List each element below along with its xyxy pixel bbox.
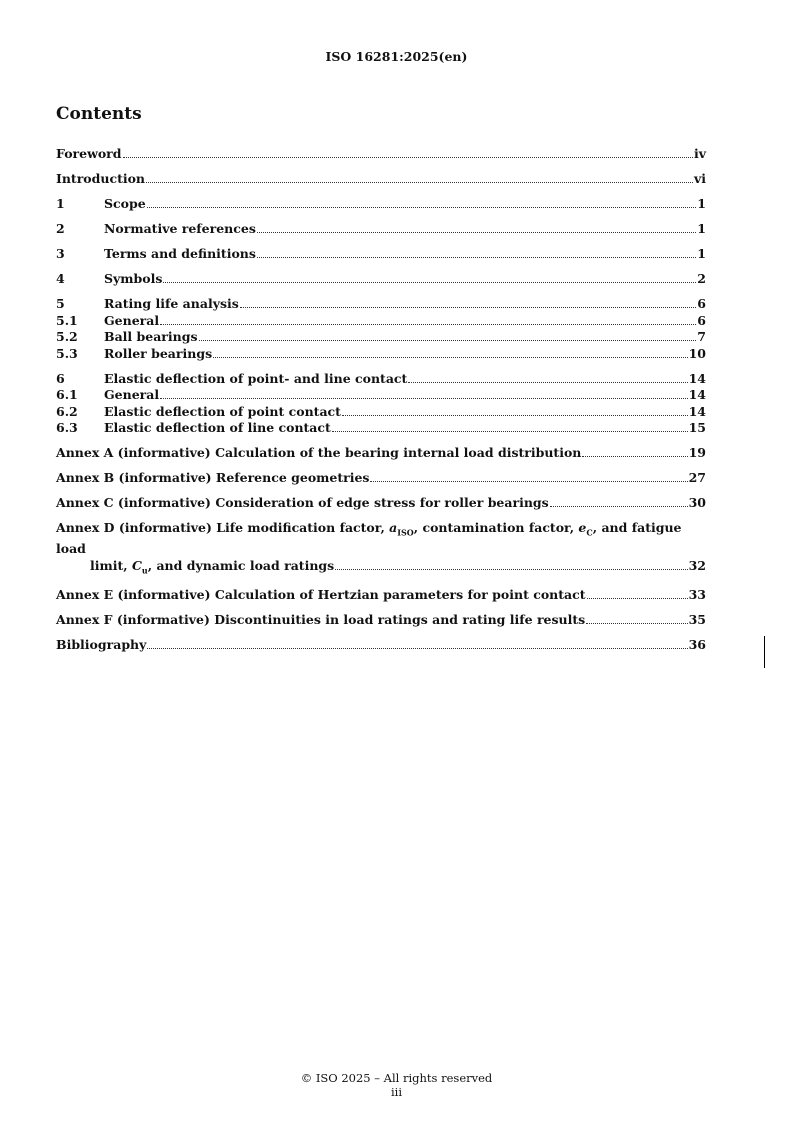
toc-entry-title: Foreword (56, 146, 122, 161)
symbol-e-subscript: C (586, 527, 593, 538)
toc-entry-6-1-general[interactable] (56, 387, 706, 404)
toc-entry-title: Symbols (104, 271, 163, 286)
toc-entry-title: Annex E (informative) Calculation of Hertzian parameters for point contact (56, 587, 586, 602)
toc-entry-page: vi (693, 171, 706, 186)
toc-entry-title: Bibliography (56, 637, 147, 652)
toc-entry-page: 6 (697, 312, 706, 328)
toc-entry-title: Ball bearings (104, 329, 198, 344)
toc-entry-title: Annex A (informative) Calculation of the bearing internal load distribution (56, 445, 582, 460)
dot-leader (332, 431, 688, 432)
annex-d-line-2-text (90, 558, 334, 579)
dot-leader (582, 456, 687, 457)
toc-entry-page: 1 (697, 246, 706, 261)
toc-entry-title: Introduction (56, 171, 146, 186)
toc-entry-foreword[interactable] (56, 146, 706, 163)
annex-d-line-1 (56, 520, 706, 558)
toc-entry-page: 19 (688, 445, 706, 460)
dot-leader (408, 382, 687, 383)
dot-leader (160, 398, 687, 399)
dot-leader (587, 598, 688, 599)
dot-leader (146, 182, 693, 183)
symbol-c-subscript: u (141, 565, 148, 575)
dot-leader (147, 648, 687, 649)
toc-entry-number: 5 (56, 296, 65, 311)
toc-entry-annex-b[interactable] (56, 470, 706, 487)
toc-entry-page: 32 (688, 557, 706, 573)
toc-entry-bibliography[interactable] (56, 637, 706, 654)
toc-entry-title: Roller bearings (104, 345, 213, 361)
dot-leader (342, 415, 688, 416)
toc-entry-page: 7 (697, 329, 706, 344)
toc-entry-scope[interactable] (56, 196, 706, 213)
annex-d-line2-prefix: limit, (90, 557, 132, 573)
toc-entry-number: 5.1 (56, 312, 78, 328)
toc-entry-normative-references[interactable] (56, 221, 706, 238)
toc-entry-number: 1 (56, 196, 65, 211)
toc-entry-title: Elastic deflection of point- and line contact (104, 370, 408, 386)
toc-entry-page: 27 (688, 470, 706, 485)
toc-entry-page: 10 (688, 345, 706, 361)
annex-d-mid2: , and fatigue load (56, 520, 682, 556)
dot-leader (213, 357, 687, 358)
toc-entry-rating-life-analysis[interactable] (56, 296, 706, 313)
toc-entry-annex-a[interactable] (56, 445, 706, 462)
toc-entry-terms-definitions[interactable] (56, 246, 706, 263)
toc-entry-page: 6 (697, 296, 706, 311)
toc-entry-number: 6 (56, 370, 65, 386)
annex-d-mid1: , contamination factor, (413, 520, 579, 535)
toc-entry-title: Annex C (informative) Consideration of edge stress for roller bearings (56, 495, 549, 510)
toc-entry-point-contact[interactable] (56, 404, 706, 421)
page-number: iii (390, 1085, 403, 1099)
toc-entry-title: Rating life analysis (104, 296, 239, 311)
toc-entry-title: Annex B (informative) Reference geometries (56, 470, 370, 485)
dot-leader (257, 232, 696, 233)
dot-leader (147, 207, 697, 208)
toc-entry-roller-bearings[interactable] (56, 346, 706, 363)
toc-entry-number: 5.2 (56, 329, 78, 344)
toc-entry-number: 6.3 (56, 420, 78, 435)
toc-entry-title: Elastic deflection of point contact (104, 403, 341, 419)
dot-leader (257, 257, 696, 258)
dot-leader (123, 157, 693, 158)
toc-entry-page: 14 (688, 387, 706, 402)
symbol-e: e (578, 520, 587, 535)
toc-entry-page: 33 (688, 587, 706, 602)
contents-title: Contents (56, 104, 142, 124)
page-footer (0, 1071, 793, 1099)
document-header: ISO 16281:2025(en) (325, 49, 468, 64)
toc-entry-title: Terms and definitions (104, 246, 256, 261)
toc-entry-annex-d[interactable] (56, 520, 706, 579)
toc-entry-page: 2 (697, 271, 706, 286)
dot-leader (163, 282, 696, 283)
toc-entry-annex-e[interactable] (56, 587, 706, 604)
toc-entry-number: 5.3 (56, 345, 78, 361)
toc-entry-5-1-general[interactable] (56, 313, 706, 330)
toc-entry-number: 2 (56, 221, 65, 236)
toc-entry-page: 35 (688, 612, 706, 627)
dot-leader (335, 569, 687, 570)
toc-entry-introduction[interactable] (56, 171, 706, 188)
dot-leader (370, 481, 687, 482)
toc-entry-page: 14 (688, 370, 706, 386)
toc-entry-number: 4 (56, 271, 65, 286)
toc-entry-annex-c[interactable] (56, 495, 706, 512)
toc-entry-page: iv (693, 146, 706, 161)
dot-leader (199, 340, 697, 341)
toc-entry-number: 3 (56, 246, 65, 261)
toc-entry-title: Elastic deflection of line contact (104, 420, 331, 435)
table-of-contents (56, 146, 706, 654)
toc-entry-page: 1 (697, 196, 706, 211)
annex-d-line2-rest: , and dynamic load ratings (147, 557, 335, 573)
dot-leader (240, 307, 697, 308)
toc-entry-elastic-deflection[interactable] (56, 371, 706, 388)
annex-d-line-2 (56, 558, 706, 579)
dot-leader (586, 623, 687, 624)
toc-entry-title: Scope (104, 196, 146, 211)
toc-entry-title: General (104, 387, 160, 402)
toc-entry-page: 14 (688, 403, 706, 419)
toc-entry-title: Normative references (104, 221, 256, 236)
toc-entry-symbols[interactable] (56, 271, 706, 288)
annex-d-prefix: Annex D (informative) Life modification factor, (56, 520, 390, 535)
symbol-a-subscript: ISO (397, 527, 414, 538)
toc-entry-ball-bearings[interactable] (56, 329, 706, 346)
toc-entry-annex-f[interactable] (56, 612, 706, 629)
toc-entry-number: 6.1 (56, 387, 78, 402)
toc-entry-line-contact[interactable] (56, 420, 706, 437)
toc-entry-page: 36 (688, 637, 706, 652)
symbol-c: C (131, 557, 142, 573)
toc-entry-page: 15 (688, 420, 706, 435)
toc-entry-number: 6.2 (56, 403, 78, 419)
copyright-notice: © ISO 2025 – All rights reserved (300, 1071, 493, 1085)
dot-leader (550, 506, 688, 507)
change-bar (764, 636, 765, 668)
toc-entry-page: 30 (688, 495, 706, 510)
toc-entry-page: 1 (697, 221, 706, 236)
symbol-a: a (389, 520, 398, 535)
toc-entry-title: Annex F (informative) Discontinuities in load ratings and rating life results (56, 612, 586, 627)
toc-entry-title: General (104, 312, 160, 328)
dot-leader (160, 324, 696, 325)
